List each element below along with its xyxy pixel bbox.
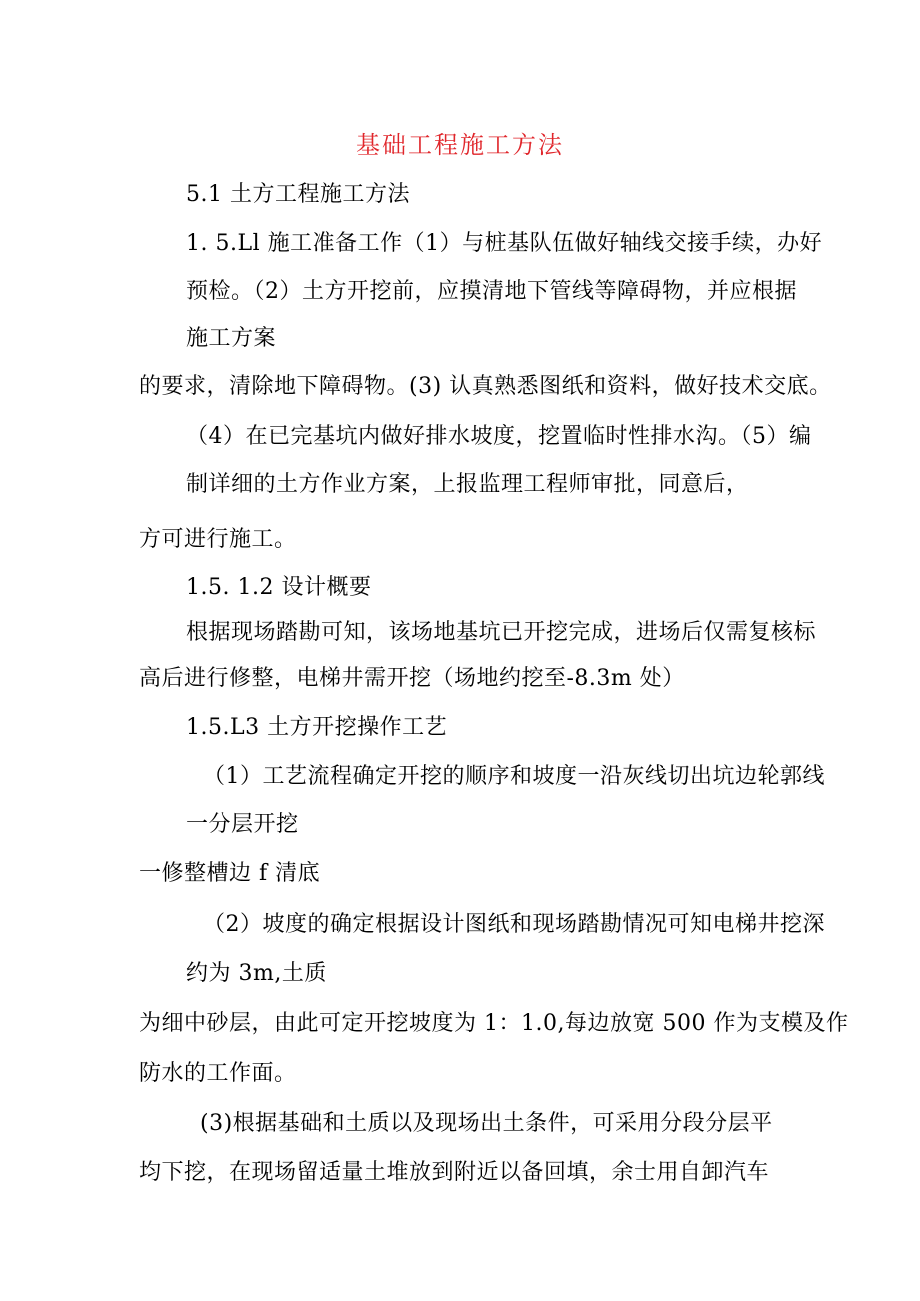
paragraph-line: 方可进行施工。: [139, 527, 297, 552]
section-heading: 5.1 土方工程施工方法: [186, 182, 410, 207]
section-heading: 1.5.L3 土方开挖操作工艺: [186, 715, 448, 740]
paragraph-line: 1. 5.Ll 施工准备工作（1）与桩基队伍做好轴线交接手续，办好: [186, 231, 823, 256]
paragraph-line: 的要求，清除地下障碍物。(3) 认真熟悉图纸和资料，做好技术交底。: [139, 374, 832, 399]
document-title: 基础工程施工方法: [356, 131, 564, 159]
paragraph-line: 高后进行修整，电梯井需开挖（场地约挖至-8.3m 处）: [139, 666, 685, 691]
paragraph-line: 根据现场踏勘可知，该场地基坑已开挖完成，进场后仅需复核标: [186, 620, 817, 645]
paragraph-line: （2）坡度的确定根据设计图纸和现场踏勘情况可知电梯井挖深: [203, 912, 825, 937]
paragraph-line: 约为 3m,土质: [186, 961, 327, 986]
paragraph-line: 施工方案: [186, 326, 277, 351]
paragraph-line: 一修整槽边 f 清底: [139, 861, 321, 886]
paragraph-line: 为细中砂层，由此可定开挖坡度为 1：1.0,每边放宽 500 作为支模及作: [139, 1011, 849, 1036]
paragraph-line: (3)根据基础和土质以及现场出土条件，可采用分段分层平: [200, 1111, 773, 1136]
paragraph-line: 制详细的土方作业方案，上报监理工程师审批，同意后，: [186, 472, 749, 497]
paragraph-line: 一分层开挖: [186, 812, 299, 837]
section-heading: 1.5. 1.2 设计概要: [186, 575, 372, 600]
paragraph-line: 预检。（2）土方开挖前，应摸清地下管线等障碍物，并应根据: [186, 279, 797, 304]
paragraph-line: 防水的工作面。: [139, 1061, 297, 1086]
paragraph-line: （1）工艺流程确定开挖的顺序和坡度一沿灰线切出坑边轮郭线: [203, 764, 825, 789]
paragraph-line: 均下挖，在现场留适量土堆放到附近以备回填，余士用自卸汽车: [139, 1160, 770, 1185]
paragraph-line: （4）在已完基坑内做好排水坡度，挖置临时性排水沟。（5）编: [186, 424, 812, 449]
